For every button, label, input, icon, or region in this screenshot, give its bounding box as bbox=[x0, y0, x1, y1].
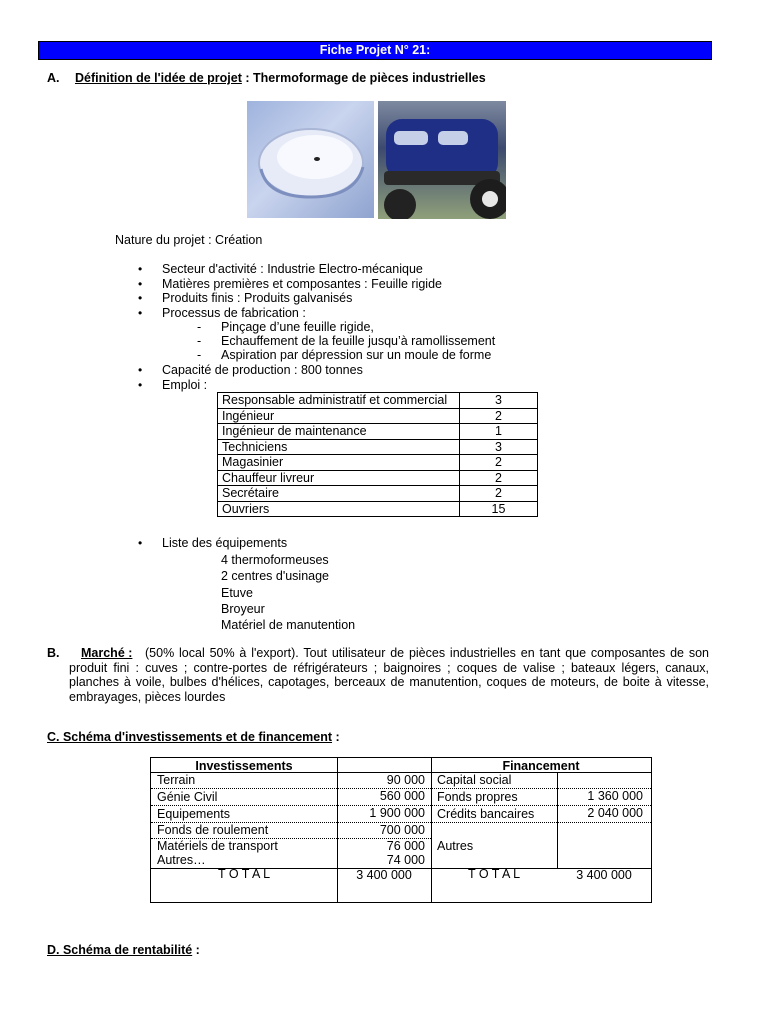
job-role: Magasinier bbox=[218, 455, 460, 471]
investment-amount: 74 000 bbox=[386, 853, 425, 867]
list-item: - Pinçage d’une feuille rigide, bbox=[221, 320, 541, 334]
total-label-investments: T O T A L bbox=[217, 867, 271, 881]
job-role: Ingénieur bbox=[218, 408, 460, 424]
total-investments: 3 400 000 bbox=[356, 868, 412, 882]
investment-financing-table bbox=[150, 757, 652, 903]
list-item: • Capacité de production : 800 tonnes bbox=[162, 363, 562, 378]
section-a-letter: A. bbox=[47, 71, 60, 85]
financing-label: Capital social bbox=[437, 773, 512, 787]
list-item: • Emploi : bbox=[162, 378, 562, 393]
section-d-colon: : bbox=[195, 943, 200, 957]
section-a-label: Définition de l'idée de projet bbox=[74, 71, 242, 85]
job-role: Ouvriers bbox=[218, 501, 460, 517]
investment-label: Terrain bbox=[157, 773, 196, 787]
employment-table bbox=[217, 392, 538, 517]
job-count: 1 bbox=[460, 424, 538, 440]
section-c-colon: : bbox=[335, 730, 340, 744]
table-row bbox=[218, 439, 538, 455]
list-item: • Processus de fabrication : bbox=[162, 306, 562, 321]
investment-amount: 1 900 000 bbox=[369, 806, 425, 820]
table-row bbox=[218, 470, 538, 486]
total-label-financing: T O T A L bbox=[467, 867, 521, 881]
equipment-item: Matériel de manutention bbox=[221, 618, 356, 633]
equipment-item: Etuve bbox=[221, 585, 253, 600]
job-role: Techniciens bbox=[218, 439, 460, 455]
page-title: Fiche Projet N° 21: bbox=[38, 41, 712, 60]
process-steps bbox=[221, 320, 541, 362]
table-row bbox=[218, 501, 538, 517]
list-item: • Liste des équipements bbox=[162, 536, 462, 551]
financing-amount: 1 360 000 bbox=[587, 789, 643, 803]
job-role: Ingénieur de maintenance bbox=[218, 424, 460, 440]
section-d-title: D. Schéma de rentabilité bbox=[47, 943, 193, 957]
product-photo-basin bbox=[247, 101, 374, 218]
job-count: 2 bbox=[460, 486, 538, 502]
job-count: 2 bbox=[460, 408, 538, 424]
product-photo-tractor bbox=[378, 101, 506, 219]
financing-label: Crédits bancaires bbox=[437, 807, 535, 821]
investment-label: Fonds de roulement bbox=[157, 823, 269, 837]
basin-illustration bbox=[247, 101, 374, 218]
investment-label: Matériels de transport bbox=[157, 839, 278, 853]
financing-amount: 2 040 000 bbox=[587, 806, 643, 820]
project-nature: Nature du projet : Création bbox=[115, 233, 263, 247]
job-count: 3 bbox=[460, 393, 538, 409]
financing-header: Financement bbox=[502, 759, 580, 773]
job-count: 3 bbox=[460, 439, 538, 455]
section-a-heading bbox=[47, 71, 486, 85]
equipment-item: 2 centres d'usinage bbox=[221, 569, 330, 584]
investments-header: Investissements bbox=[195, 759, 293, 773]
total-financing: 3 400 000 bbox=[576, 868, 632, 882]
list-item: • Secteur d'activité : Industrie Electro-mécanique bbox=[162, 262, 562, 277]
table-row bbox=[218, 486, 538, 502]
section-a-title: : Thermoformage de pièces industrielles bbox=[245, 71, 486, 85]
investment-label: Génie Civil bbox=[157, 790, 218, 804]
job-count: 15 bbox=[460, 501, 538, 517]
equipment-bullet bbox=[162, 536, 462, 551]
equipment-item: Broyeur bbox=[221, 601, 265, 616]
market-text: (50% local 50% à l'export). Tout utilisateur de pièces industrielles en tant que composantes de son produit fini : cuves ; contre-portes de réfrigérateurs ; baignoires ; coques de valise ; bateaux légers, canaux, planches à voile, bulbes d'hélices, capotages, berceaux de manutention, coques de moteurs, de boite à vitesse, embrayages, pièces lourdes bbox=[69, 646, 709, 704]
job-count: 2 bbox=[460, 470, 538, 486]
section-d-heading bbox=[47, 943, 200, 957]
financing-label: Autres bbox=[437, 839, 474, 853]
job-role: Responsable administratif et commercial bbox=[218, 393, 460, 409]
tractor-illustration bbox=[378, 101, 506, 219]
section-b-label: Marché : bbox=[81, 646, 133, 660]
equipment-item: 4 thermoformeuses bbox=[221, 553, 329, 567]
list-item: - Echauffement de la feuille jusqu’à ramollissement bbox=[221, 334, 541, 348]
table-row bbox=[218, 455, 538, 471]
investment-label: Equipements bbox=[157, 807, 230, 821]
table-row bbox=[218, 408, 538, 424]
characteristics-list bbox=[162, 262, 562, 320]
equipment-list bbox=[221, 552, 355, 633]
section-b-letter: B. bbox=[47, 646, 60, 660]
section-c-heading bbox=[47, 730, 340, 744]
job-count: 2 bbox=[460, 455, 538, 471]
list-item: • Produits finis : Produits galvanisés bbox=[162, 291, 562, 306]
job-role: Secrétaire bbox=[218, 486, 460, 502]
table-row bbox=[218, 393, 538, 409]
financing-label: Fonds propres bbox=[437, 790, 518, 804]
investment-label: Autres… bbox=[157, 853, 206, 867]
characteristics-list-2 bbox=[162, 363, 562, 392]
investment-amount: 700 000 bbox=[379, 823, 425, 837]
investment-amount: 560 000 bbox=[379, 789, 425, 803]
job-role: Chauffeur livreur bbox=[218, 470, 460, 486]
list-item: • Matières premières et composantes : Feuille rigide bbox=[162, 277, 562, 292]
section-c-title: C. Schéma d'investissements et de financement bbox=[47, 730, 333, 744]
table-row bbox=[218, 424, 538, 440]
list-item: - Aspiration par dépression sur un moule de forme bbox=[221, 348, 541, 362]
investment-amount: 76 000 bbox=[386, 839, 425, 853]
investment-amount: 90 000 bbox=[386, 773, 425, 787]
